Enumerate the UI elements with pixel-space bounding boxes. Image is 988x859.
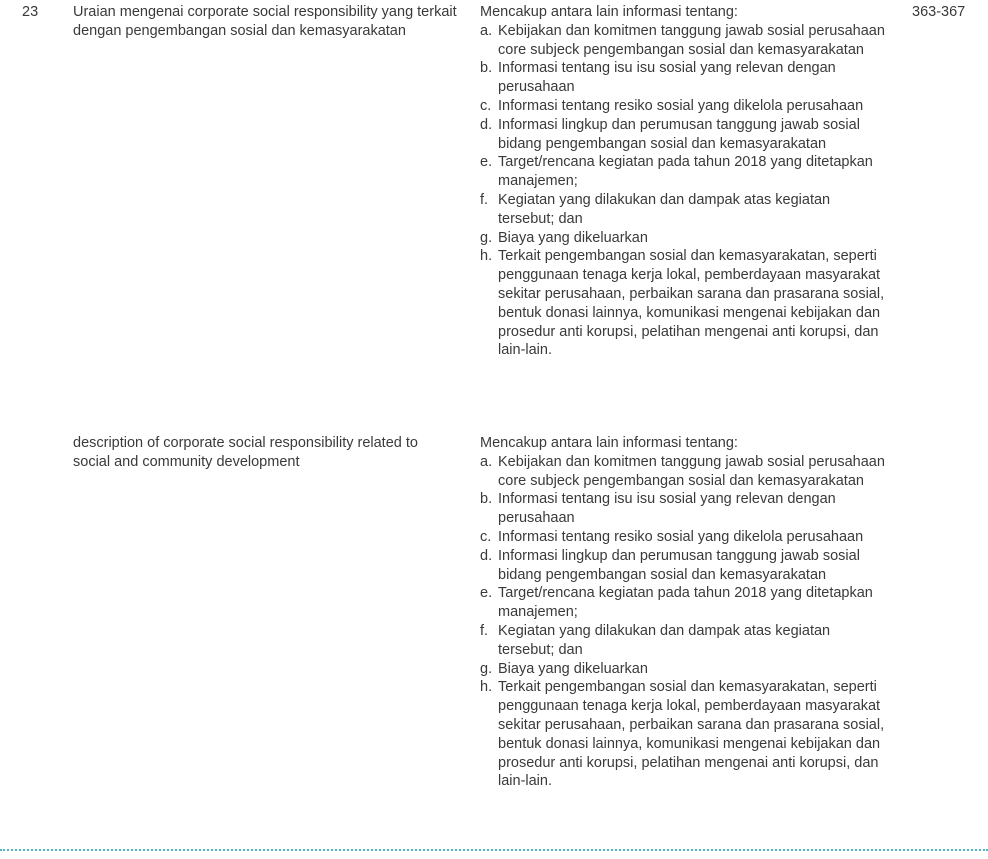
page-reference: 363-367 (912, 4, 966, 20)
criteria-item-text: Biaya yang dikeluarkan (498, 660, 648, 677)
criteria-item (480, 622, 890, 660)
criteria-item-text: Kebijakan dan komitmen tanggung jawab sosial perusahaan core subjeck pengembangan sosial dan kemasyarakatan (498, 453, 885, 489)
criteria-item-letter: b. (480, 491, 493, 508)
criteria-item (480, 678, 890, 791)
criteria-item (480, 453, 890, 491)
criteria-item (480, 584, 890, 622)
criteria-item-letter: f. (480, 622, 489, 639)
criteria-item-letter: e. (480, 585, 493, 602)
criteria-item-letter: h. (480, 248, 493, 265)
criteria-item-letter: f. (480, 191, 489, 208)
criteria-intro: Mencakup antara lain informasi tentang: (480, 4, 738, 20)
criteria-item-letter: c. (480, 528, 492, 545)
criteria-item-text: Informasi tentang resiko sosial yang dikelola perusahaan (498, 528, 864, 545)
criteria-item-text: Target/rencana kegiatan pada tahun 2018 yang ditetapkan manajemen; (498, 585, 873, 621)
description-english: description of corporate social responsibility related to social and community development (73, 435, 418, 470)
criteria-item-text: Kegiatan yang dilakukan dan dampak atas kegiatan tersebut; dan (498, 622, 831, 658)
criteria-item-text: Informasi tentang resiko sosial yang dikelola perusahaan (498, 97, 864, 114)
criteria-item-text: Informasi tentang isu isu sosial yang relevan dengan perusahaan (498, 491, 836, 527)
criteria-item-letter: a. (480, 453, 493, 470)
criteria-item-letter: d. (480, 116, 493, 133)
criteria-item (480, 59, 890, 97)
criteria-item-letter: g. (480, 660, 493, 677)
criteria-item (480, 528, 890, 547)
criteria-item (480, 660, 890, 679)
criteria-item-text: Informasi lingkup dan perumusan tanggung jawab sosial bidang pengembangan sosial dan kemasyarakatan (498, 116, 860, 152)
criteria-item-text: Informasi lingkup dan perumusan tanggung jawab sosial bidang pengembangan sosial dan kemasyarakatan (498, 547, 860, 583)
criteria-item (480, 22, 890, 60)
criteria-item-letter: b. (480, 60, 493, 77)
criteria-item-text: Target/rencana kegiatan pada tahun 2018 yang ditetapkan manajemen; (498, 154, 873, 190)
criteria-item-text: Kebijakan dan komitmen tanggung jawab sosial perusahaan core subjeck pengembangan sosial dan kemasyarakatan (498, 22, 885, 58)
criteria-item (480, 229, 890, 248)
criteria-item-letter: c. (480, 97, 492, 114)
criteria-item (480, 191, 890, 229)
criteria-item-letter: d. (480, 547, 493, 564)
criteria-list (480, 453, 890, 791)
criteria-intro: Mencakup antara lain informasi tentang: (480, 435, 738, 451)
criteria-list (480, 22, 890, 360)
criteria-english (480, 434, 890, 791)
criteria-item (480, 247, 890, 360)
bottom-divider (0, 849, 988, 851)
criteria-item-text: Informasi tentang isu isu sosial yang relevan dengan perusahaan (498, 60, 836, 96)
criteria-item-text: Terkait pengembangan sosial dan kemasyarakatan, seperti penggunaan tenaga kerja lokal, pemberdayaan masyarakat sekitar perusahaan, perbaikan sarana dan prasarana sosial, bentuk donasi lainnya, komunikasi mengenai kebijakan dan prosedur anti korupsi, pelatihan mengenai anti korupsi, dan lain-lain. (498, 248, 885, 359)
description-indonesian: Uraian mengenai corporate social responsibility yang terkait dengan pengembangan sosial dan kemasyarakatan (73, 4, 457, 39)
criteria-item-letter: h. (480, 679, 493, 696)
criteria-item-text: Kegiatan yang dilakukan dan dampak atas kegiatan tersebut; dan (498, 191, 831, 227)
criteria-item (480, 116, 890, 154)
criteria-item-text: Biaya yang dikeluarkan (498, 229, 648, 246)
criteria-item-letter: g. (480, 229, 493, 246)
criteria-item (480, 153, 890, 191)
criteria-item-text: Terkait pengembangan sosial dan kemasyarakatan, seperti penggunaan tenaga kerja lokal, pemberdayaan masyarakat sekitar perusahaan, perbaikan sarana dan prasarana sosial, bentuk donasi lainnya, komunikasi mengenai kebijakan dan prosedur anti korupsi, pelatihan mengenai anti korupsi, dan lain-lain. (498, 679, 885, 790)
row-number: 23 (22, 4, 39, 20)
criteria-item-letter: a. (480, 22, 493, 39)
criteria-item (480, 97, 890, 116)
criteria-indonesian (480, 3, 890, 360)
criteria-item-letter: e. (480, 154, 493, 171)
criteria-item (480, 490, 890, 528)
criteria-item (480, 547, 890, 585)
